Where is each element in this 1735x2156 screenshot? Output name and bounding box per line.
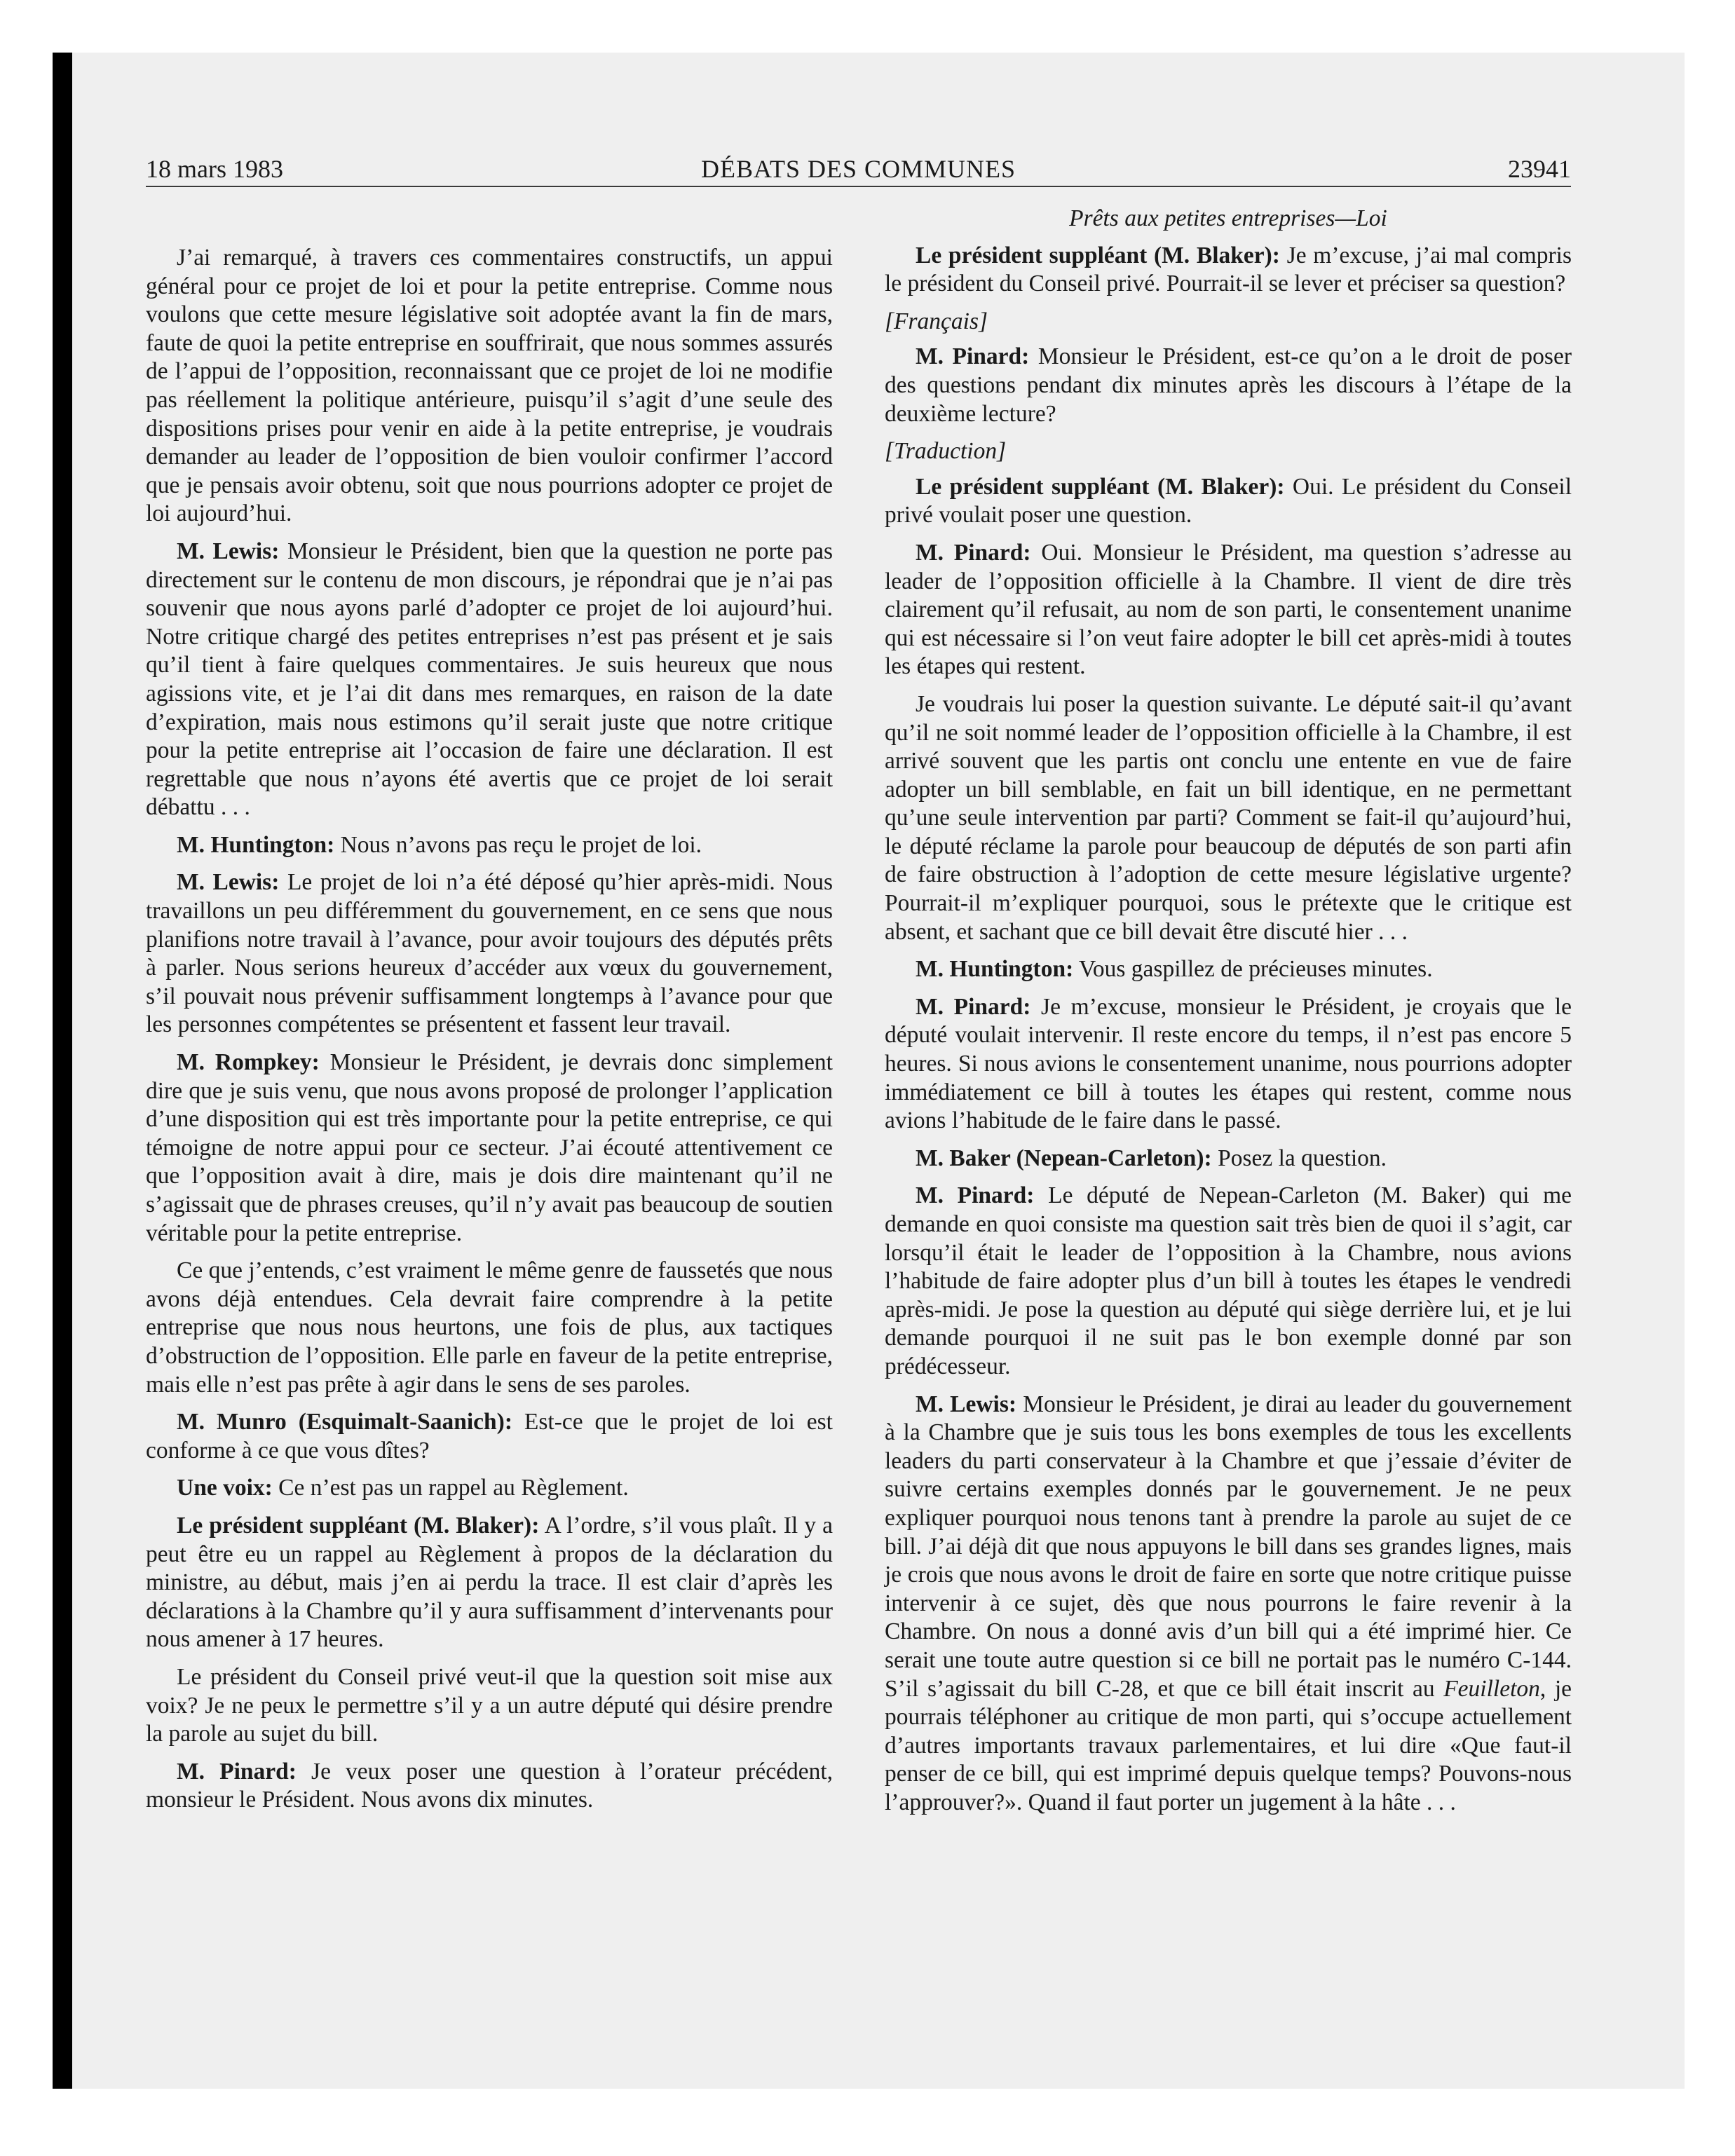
paragraph-text: Ce que j’entends, c’est vraiment le même genre de faussetés que nous avons déjà entendues. Cela devrait faire comprendre à la petite entreprise que nous nous heurtons, une fois de plus, aux tactiques d’obstruction de l’opposition. Elle parle en faveur de la petite entreprise, mais elle n’est pas prête à agir dans le sens de ses paroles. [146,1257,833,1398]
paragraph-text: Ce n’est pas un rappel au Règlement. [278,1475,629,1501]
paragraph [885,993,1572,1135]
paragraph-text: Le projet de loi n’a été déposé qu’hier après-midi. Nous travaillons un peu différemment du gouvernement, en ce sens que nous planifions notre travail à l’avance, pour avoir toujours des députés prêts à parler. Nous serions heureux d’accéder aux vœux du gouvernement, s’il pouvait nous prévenir suffisamment longtemps à l’avance pour que les personnes compétentes se présentent et fassent leur travail. [146,869,834,1038]
header-rule [146,186,1571,187]
paragraph-text: Posez la question. [1218,1145,1387,1171]
paragraph-text: Vous gaspillez de précieuses minutes. [1079,956,1433,983]
paragraph [885,473,1572,530]
paragraph [146,1758,833,1815]
speaker: M. Pinard: [916,1182,1035,1209]
right-column [885,205,1572,1826]
speaker: M. Huntington: [177,831,335,858]
paragraph [146,868,833,1039]
paragraph [146,244,833,528]
speaker: M. Munro (Esquimalt-Saanich): [177,1409,512,1435]
scan-margin [0,0,53,2156]
paragraph [146,1663,833,1749]
paragraph [146,1474,833,1503]
speaker: Le président suppléant (M. Blaker): [916,242,1280,268]
paragraph-text: Je voudrais lui poser la question suivante. Le député sait-il qu’avant qu’il ne soit nommé leader de l’opposition officielle à la Chambre, il est arrivé souvent que les partis ont conclu une entente en vue de faire adopter un bill semblable, en fait un bill identique, en ne permettant qu’une seule intervention par parti? Comment se fait-il qu’aujourd’hui, le député réclame la parole pour beaucoup de députés de son parti afin de faire obstruction à l’adoption de cette mesure législative urgente? Pourrait-il m’expliquer pourquoi, sous le prétexte que le critique est absent, et sachant que ce bill devait être discuté hier . . . [885,690,1572,945]
paragraph [146,1049,833,1248]
paragraph-text: J’ai remarqué, à travers ces commentaires constructifs, un appui général pour ce projet de loi et pour la petite entreprise. Comme nous voulons que cette mesure législative soit adoptée avant la fin de mars, faute de quoi la petite entreprise en souffrirait, que nous sommes assurés de l’appui de l’opposition, reconnaissant que ce projet de loi ne modifie pas réellement la politique antérieure, puisqu’il s’agit d’une seule des dispositions prises pour venir en aide à la petite entreprise, je voudrais demander au leader de l’opposition de bien vouloir confirmer l’accord que je pensais avoir obtenu, soit que nous pourrions adopter ce projet de loi aujourd’hui. [146,245,833,527]
speaker: Une voix: [177,1475,273,1501]
paragraph-text: Nous n’avons pas reçu le projet de loi. [340,831,702,858]
left-column [146,244,833,1824]
speaker: M. Pinard: [916,343,1030,370]
speaker: M. Lewis: [916,1391,1017,1417]
scan-binding-edge [53,53,72,2089]
page-header [146,151,1571,187]
paragraph-text: Je veux poser une question à l’orateur précédent, monsieur le Président. Nous avons dix minutes. [146,1758,834,1813]
scan-bottom-margin [0,2089,1735,2156]
speaker: M. Pinard: [916,539,1031,566]
speaker: M. Rompkey: [177,1049,320,1076]
language-tag: [Traduction] [885,438,1007,465]
paragraph [885,242,1572,299]
italic-term: Feuilleton [1443,1675,1540,1702]
paragraph-text: Le président du Conseil privé veut-il que la question soit mise aux voix? Je ne peux le permettre s’il y a un autre député qui désire prendre la parole au sujet du bill. [146,1663,833,1747]
paragraph [885,1145,1572,1173]
paragraph-text: Monsieur le Président, bien que la question ne porte pas directement sur le contenu de mon discours, je répondrai que je n’ai pas souvenir que nous ayons parlé d’adopter ce projet de loi aujourd’hui. Notre critique chargé des petites entreprises n’est pas présent et je sais qu’il tient à faire quelques commentaires. Je suis heureux que nous agissions vite, et je l’ai dit dans mes remarques, en raison de la date d’expiration, mais nous estimons qu’il serait juste que notre critique pour la petite entreprise ait l’occasion de faire une déclaration. Il est regrettable que nous n’ayons été avertis que ce projet de loi serait débattu . . . [146,538,834,821]
paragraph [885,955,1572,984]
paragraph-text: Oui. Le président du Conseil privé voulait poser une question. [885,473,1572,528]
paragraph-text: Monsieur le Président, est-ce qu’on a le droit de poser des questions pendant dix minutes après les discours à l’étape de la deuxième lecture? [885,343,1572,427]
speaker: Le président suppléant (M. Blaker): [916,473,1285,500]
speaker: Le président suppléant (M. Blaker): [177,1512,540,1538]
paragraph [885,343,1572,428]
paragraph [885,539,1572,681]
speaker: M. Lewis: [177,538,280,564]
paragraph [146,1512,833,1654]
paragraph [885,1182,1572,1381]
paragraph [146,538,833,822]
paragraph [146,831,833,860]
header-date: 18 mars 1983 [146,155,283,183]
paragraph-text: A l’ordre, s’il vous plaît. Il y a peut être eu un rappel au Règlement à propos de la déclaration du ministre, au début, mais j’en ai perdu la trace. Il est clair d’après les déclarations à la Chambre qu’il y aura suffisamment d’intervenants pour nous amener à 17 heures. [146,1512,833,1653]
header-title: DÉBATS DES COMMUNES [700,155,1016,183]
paragraph-text: Monsieur le Président, je dirai au leader du gouvernement à la Chambre que je suis tous les bons exemples de tous les excellents leaders du parti conservateur à la Chambre et que j’essaie d’éviter de suivre certains exemples donnés par le gouvernement. Je ne peux expliquer pourquoi nous tenons tant à prendre la parole au sujet de ce bill. J’ai déjà dit que nous appuyons le bill dans ses grandes lignes, mais je crois que nous avons le droit de faire en sorte que notre critique puisse intervenir à ce sujet, dès que nous pourrons le faire revenir à la Chambre. On nous a donné avis d’un bill qui a été imprimé hier. Ce serait une toute autre question si ce bill ne portait pas le numéro C-144. S’il s’agissait du bill C-28, et que ce bill était inscrit au [885,1391,1572,1702]
paragraph-text: Le député de Nepean-Carleton (M. Baker) qui me demande en quoi consiste ma question sait très bien de quoi il s’agit, car lorsqu’il était le leader de l’opposition à la Chambre, nous avions l’habitude de faire adopter plus d’un bill à toutes les étapes le vendredi après-midi. Je pose la question au député qui siège derrière lui, et je lui demande pourquoi il ne suit pas le bon exemple donné par son prédécesseur. [885,1182,1572,1379]
running-head: Prêts aux petites entreprises—Loi [1069,205,1387,231]
paragraph [885,1391,1572,1817]
paragraph-text: Oui. Monsieur le Président, ma question s’adresse au leader de l’opposition officielle à la Chambre. Il vient de dire très clairement qu’il refusait, au nom de son parti, le consentement unanime qui est nécessaire si l’on veut faire adopter le bill cet après-midi à toutes les étapes qui restent. [885,539,1572,680]
speaker: M. Pinard: [177,1758,297,1785]
paragraph [146,1257,833,1399]
paragraph [885,690,1572,946]
speaker: M. Pinard: [916,993,1031,1020]
paragraph-text: Est-ce que le projet de loi est conforme à ce que vous dîtes? [146,1409,833,1464]
paragraph-text: Monsieur le Président, je devrais donc simplement dire que je suis venu, que nous avons proposé de prolonger l’application d’une disposition qui est très importante pour la petite entreprise, ce qui témoigne de notre appui pour ce secteur. J’ai écouté attentivement ce que l’opposition avait à dire, mais je dois dire maintenant qu’il ne s’agissait que de phrases creuses, qu’il n’y avait pas beaucoup de soutien véritable pour la petite entreprise. [146,1049,833,1246]
paragraph-text: Je m’excuse, monsieur le Président, je croyais que le député voulait intervenir. Il reste encore du temps, il n’est pas encore 5 heures. Si nous avions le consentement unanime, nous pourrions adopter immédiatement ce bill à toutes les étapes qui restent, comme nous avions l’habitude de le faire dans le passé. [885,993,1572,1134]
header-page-number: 23941 [1508,155,1571,183]
paragraph [146,1408,833,1465]
speaker: M. Lewis: [177,869,280,896]
speaker: M. Baker (Nepean-Carleton): [916,1145,1212,1171]
paragraph-text-continued: , je pourrais téléphoner au critique de mon parti, qui s’occupe actuellement d’autres importants travaux parlementaires, et lui dire «Que faut-il penser de ce bill, qui est imprimé depuis quelque temps? Pouvons-nous l’approuver?». Quand il faut porter un jugement à la hâte . . . [885,1675,1572,1815]
paragraph-text: Je m’excuse, j’ai mal compris le président du Conseil privé. Pourrait-il se lever et préciser sa question? [885,242,1572,297]
speaker: M. Huntington: [916,956,1074,983]
language-tag: [Français] [885,308,988,334]
